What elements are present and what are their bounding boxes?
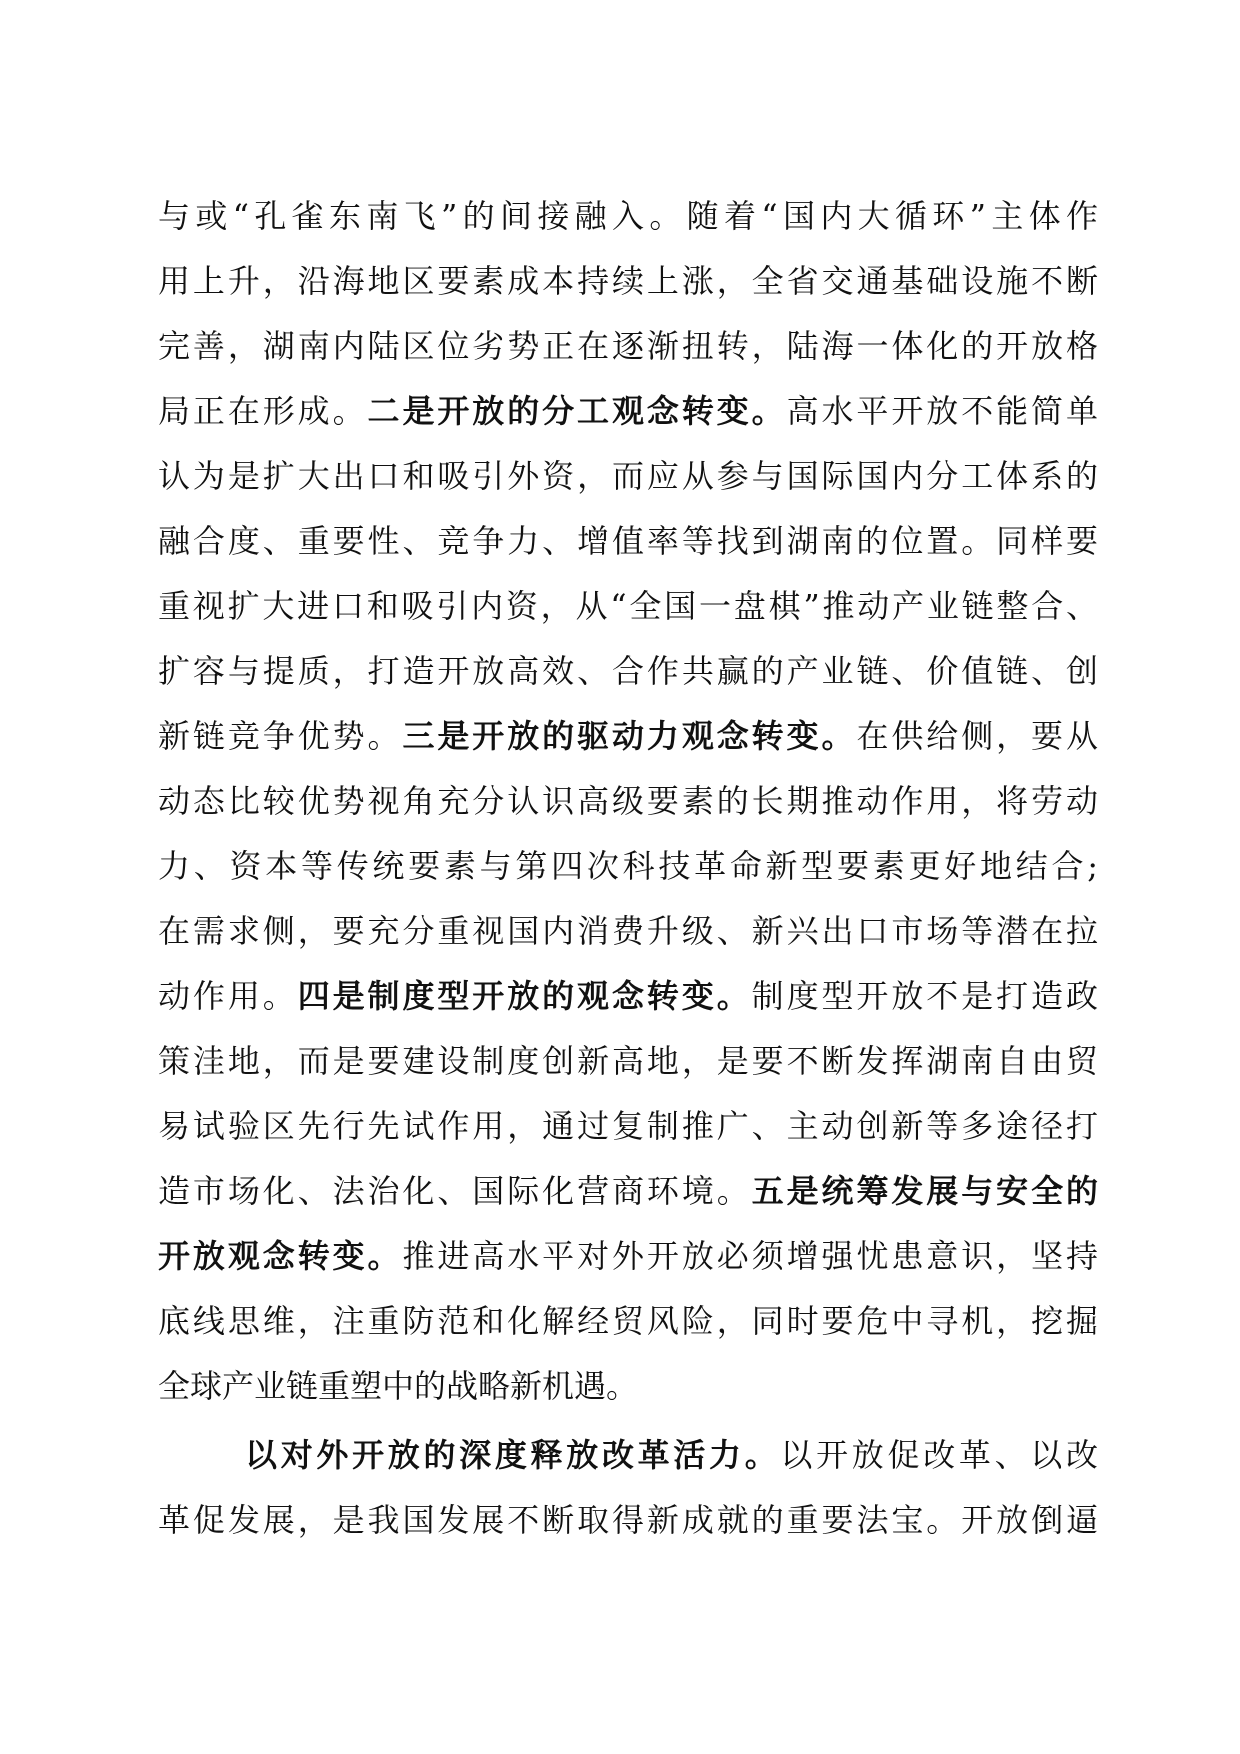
text-line	[158, 515, 1098, 580]
text-line	[158, 840, 1098, 905]
body-text-segment: 推进高水平对外开放必须增强忧患意识，坚持	[402, 1237, 1098, 1275]
body-text-segment: 全球产业链重塑中的战略新机遇。	[158, 1367, 639, 1405]
body-text-segment: 新链竞争优势。	[158, 717, 403, 755]
body-text-segment: 融合度、重要性、竞争力、增值率等找到湖南的位置。同样要	[158, 522, 1098, 560]
body-text-segment: 扩容与提质，打造开放高效、合作共赢的产业链、价值链、创	[158, 652, 1098, 690]
body-text	[158, 190, 1098, 1559]
body-text-segment: 局正在形成。	[158, 392, 368, 430]
text-line	[158, 970, 1098, 1035]
body-text-segment: 易试验区先行先试作用，通过复制推广、主动创新等多途径打	[158, 1107, 1098, 1145]
bold-heading-text: 以对外开放的深度释放改革活力。	[245, 1436, 781, 1474]
body-text-segment: 动态比较优势视角充分认识高级要素的长期推动作用，将劳动	[158, 782, 1098, 820]
body-text-segment: 认为是扩大出口和吸引外资，而应从参与国际国内分工体系的	[158, 457, 1098, 495]
body-text-segment: 与或“孔雀东南飞”的间接融入。随着“国内大循环”主体作	[158, 197, 1098, 235]
body-text-segment: 底线思维，注重防范和化解经贸风险，同时要危中寻机，挖掘	[158, 1302, 1098, 1340]
body-text-segment: 用上升，沿海地区要素成本持续上涨，全省交通基础设施不断	[158, 262, 1098, 300]
text-line	[158, 1165, 1098, 1230]
text-line	[158, 1494, 1098, 1559]
body-text-segment: 制度型开放不是打造政	[751, 977, 1098, 1015]
body-text-segment: 重视扩大进口和吸引内资，从“全国一盘棋”推动产业链整合、	[158, 587, 1098, 625]
body-text-segment: 力、资本等传统要素与第四次科技革命新型要素更好地结合;	[158, 847, 1098, 885]
text-line	[158, 450, 1098, 515]
text-line	[158, 385, 1098, 450]
body-text-segment: 策洼地，而是要建设制度创新高地，是要不断发挥湖南自由贸	[158, 1042, 1098, 1080]
body-text-segment: 革促发展，是我国发展不断取得新成就的重要法宝。开放倒逼	[158, 1501, 1098, 1539]
body-text-segment: 高水平开放不能简单	[786, 392, 1098, 430]
text-line	[158, 190, 1098, 255]
body-text-segment: 造市场化、法治化、国际化营商环境。	[158, 1172, 752, 1210]
text-line	[158, 645, 1098, 710]
text-line	[158, 255, 1098, 320]
bold-heading-text: 五是统筹发展与安全的	[751, 1172, 1098, 1210]
text-line	[158, 905, 1098, 970]
body-text-segment: 以开放促改革、以改	[780, 1436, 1098, 1474]
text-line	[158, 320, 1098, 385]
text-line	[158, 1429, 1098, 1494]
text-line	[158, 1230, 1098, 1295]
bold-heading-text: 开放观念转变。	[158, 1237, 403, 1275]
text-line	[158, 580, 1098, 645]
bold-heading-text: 四是制度型开放的观念转变。	[297, 977, 752, 1015]
body-text-segment: 在供给侧，要从	[856, 717, 1098, 755]
body-text-segment: 完善，湖南内陆区位劣势正在逐渐扭转，陆海一体化的开放格	[158, 327, 1098, 365]
body-text-segment: 动作用。	[158, 977, 298, 1015]
text-line	[158, 1295, 1098, 1360]
bold-heading-text: 三是开放的驱动力观念转变。	[402, 717, 857, 755]
text-line	[158, 1100, 1098, 1165]
text-line	[158, 775, 1098, 840]
text-line	[158, 1035, 1098, 1100]
text-line	[158, 1360, 1098, 1425]
text-line	[158, 710, 1098, 775]
bold-heading-text: 二是开放的分工观念转变。	[367, 392, 787, 430]
body-text-segment: 在需求侧，要充分重视国内消费升级、新兴出口市场等潜在拉	[158, 912, 1098, 950]
